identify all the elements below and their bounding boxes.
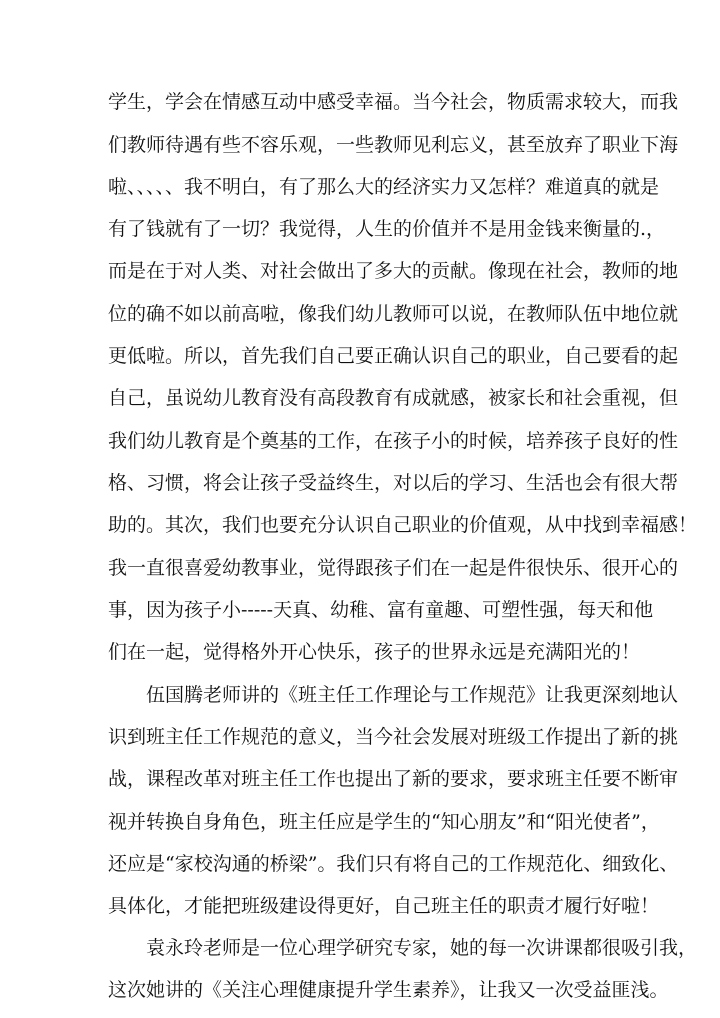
text-line: 我一直很喜爱幼教事业，觉得跟孩子们在一起是件很快乐、很开心的 [108, 557, 679, 579]
text-line: 还应是“家校沟通的桥梁”。我们只有将自己的工作规范化、细致化、 [108, 853, 679, 875]
text-line: 事，因为孩子小-----天真、幼稚、富有童趣、可塑性强，每天和他 [108, 599, 654, 621]
text-line: 视并转换自身角色，班主任应是学生的“知心朋友”和“阳光使者”， [108, 811, 660, 833]
text-line: 更低啦。所以，首先我们自己要正确认识自己的职业，自己要看的起 [108, 345, 679, 367]
text-line: 们教师待遇有些不容乐观，一些教师见利忘义，甚至放弃了职业下海 [108, 134, 679, 156]
paragraph-first-line: 袁永玲老师是一位心理学研究专家，她的每一次讲课都很吸引我， [146, 937, 698, 959]
text-line: 格、习惯，将会让孩子受益终生，对以后的学习、生活也会有很大帮 [108, 472, 679, 494]
text-line: 识到班主任工作规范的意义，当今社会发展对班级工作提出了新的挑 [108, 726, 679, 748]
text-line: 自己，虽说幼儿教育没有高段教育有成就感，被家长和社会重视，但 [108, 387, 679, 409]
text-line: 有了钱就有了一切？我觉得，人生的价值并不是用金钱来衡量的.， [108, 218, 666, 240]
text-line: 学生，学会在情感互动中感受幸福。当今社会，物质需求较大，而我 [108, 91, 679, 113]
text-line: 助的。其次，我们也要充分认识自己职业的价值观，从中找到幸福感！ [108, 514, 698, 536]
text-line: 位的确不如以前高啦，像我们幼儿教师可以说，在教师队伍中地位就 [108, 303, 679, 325]
text-line: 战，课程改革对班主任工作也提出了新的要求，要求班主任要不断审 [108, 768, 679, 790]
text-line: 们在一起，觉得格外开心快乐，孩子的世界永远是充满阳光的！ [108, 641, 641, 663]
paragraph-first-line: 伍国腾老师讲的《班主任工作理论与工作规范》让我更深刻地认 [146, 684, 679, 706]
text-line: 啦、、、、、我不明白，有了那么大的经济实力又怎样？难道真的就是 [108, 176, 660, 198]
text-line: 我们幼儿教育是个奠基的工作，在孩子小的时候，培养孩子良好的性 [108, 430, 679, 452]
text-line: 而是在于对人类、对社会做出了多大的贡献。像现在社会，教师的地 [108, 260, 679, 282]
text-line: 具体化，才能把班级建设得更好，自己班主任的职责才履行好啦！ [108, 895, 660, 917]
text-line: 这次她讲的《关注心理健康提升学生素养》，让我又一次受益匪浅。 [108, 979, 669, 1001]
